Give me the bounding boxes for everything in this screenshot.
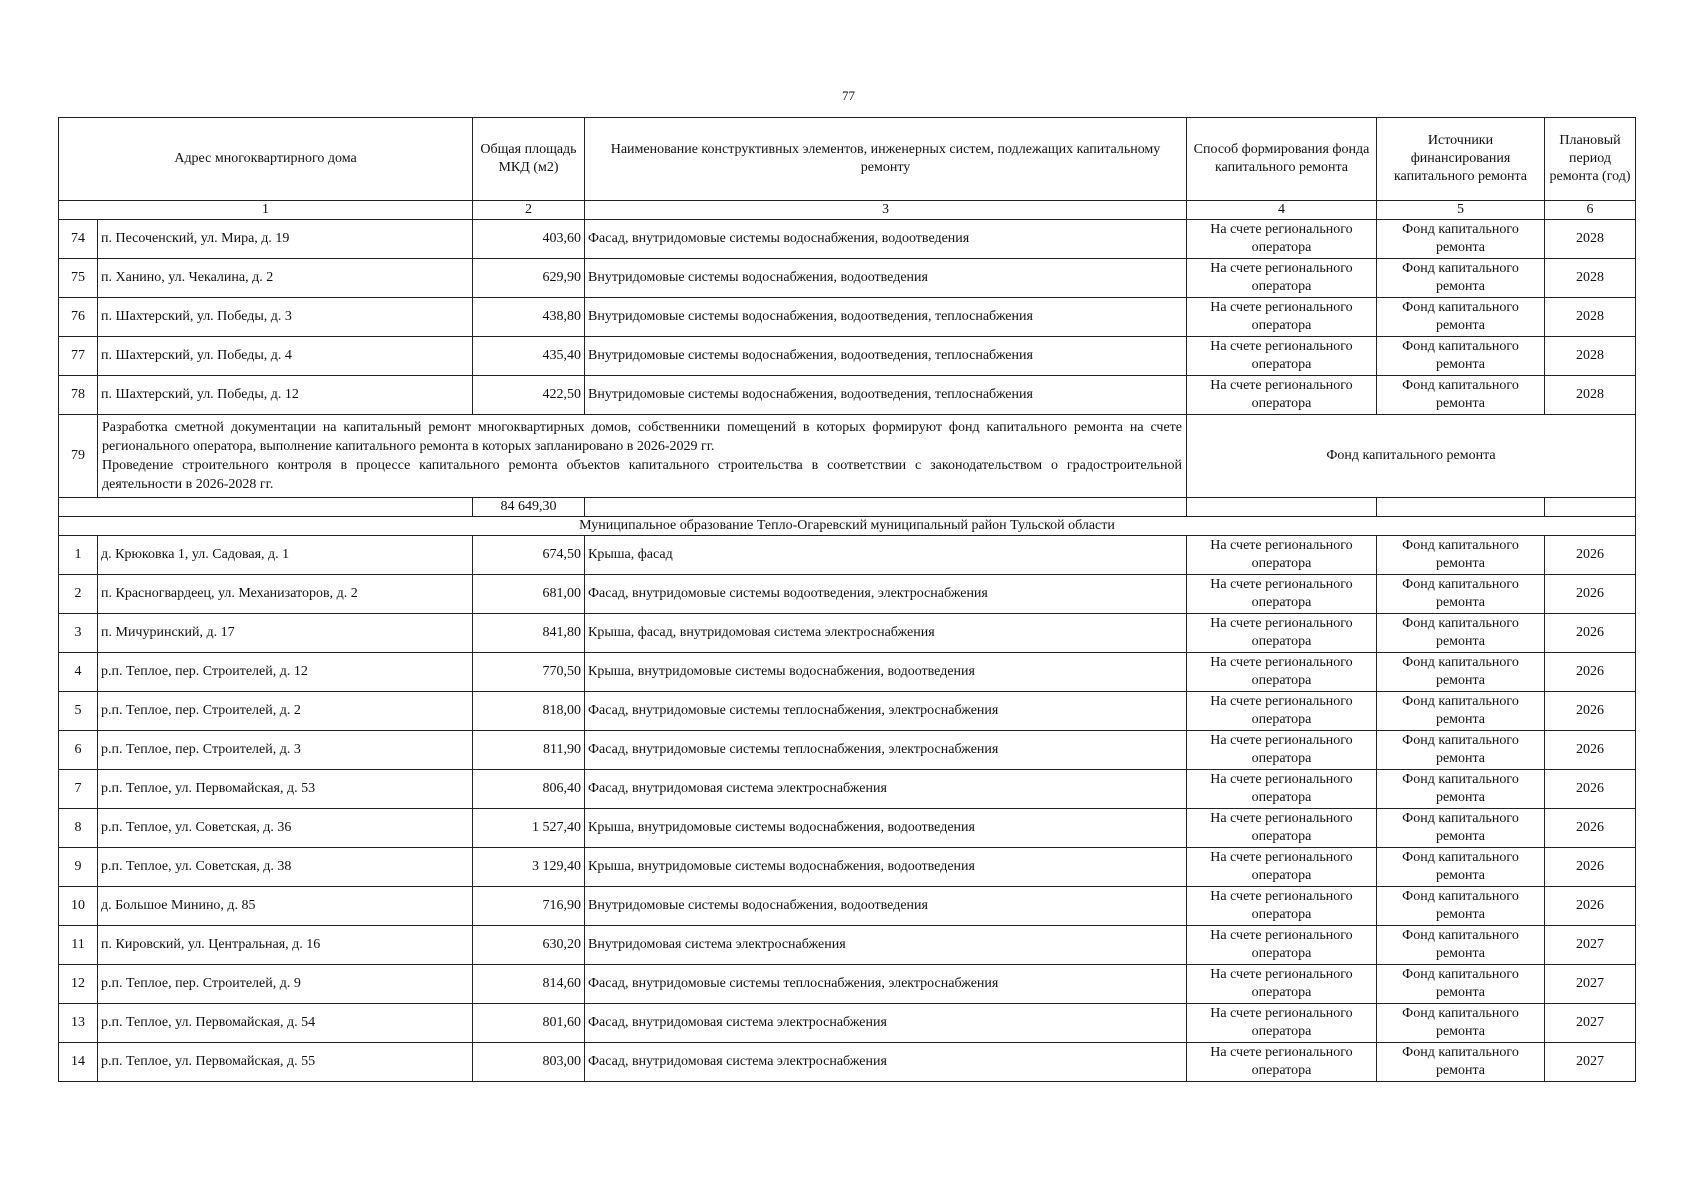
method-cell: На счете регионального оператора xyxy=(1187,376,1377,415)
year-cell: 2026 xyxy=(1545,692,1636,731)
row-number: 5 xyxy=(59,692,98,731)
elements-cell: Фасад, внутридомовые системы теплоснабжения, электроснабжения xyxy=(585,692,1187,731)
row-number: 9 xyxy=(59,848,98,887)
year-cell: 2028 xyxy=(1545,220,1636,259)
method-cell: На счете регионального оператора xyxy=(1187,298,1377,337)
elements-cell: Фасад, внутридомовая система электроснабжения xyxy=(585,770,1187,809)
address-cell: р.п. Теплое, ул. Первомайская, д. 55 xyxy=(98,1043,473,1082)
address-cell: р.п. Теплое, пер. Строителей, д. 2 xyxy=(98,692,473,731)
year-cell: 2026 xyxy=(1545,848,1636,887)
area-cell: 435,40 xyxy=(473,337,585,376)
year-cell: 2026 xyxy=(1545,575,1636,614)
year-cell: 2026 xyxy=(1545,536,1636,575)
method-cell: На счете регионального оператора xyxy=(1187,770,1377,809)
total-area: 84 649,30 xyxy=(473,498,585,517)
source-cell: Фонд капитального ремонта xyxy=(1377,770,1545,809)
method-cell: На счете регионального оператора xyxy=(1187,848,1377,887)
total-label-cell xyxy=(59,498,473,517)
method-cell: На счете регионального оператора xyxy=(1187,809,1377,848)
row-number: 13 xyxy=(59,1004,98,1043)
source-cell: Фонд капитального ремонта xyxy=(1377,926,1545,965)
area-cell: 841,80 xyxy=(473,614,585,653)
source-cell: Фонд капитального ремонта xyxy=(1377,809,1545,848)
table-row xyxy=(59,259,1636,298)
area-cell: 438,80 xyxy=(473,298,585,337)
row-number: 1 xyxy=(59,536,98,575)
elements-cell: Фасад, внутридомовые системы теплоснабжения, электроснабжения xyxy=(585,731,1187,770)
area-cell: 716,90 xyxy=(473,887,585,926)
method-cell: На счете регионального оператора xyxy=(1187,653,1377,692)
table-row xyxy=(59,614,1636,653)
address-cell: р.п. Теплое, ул. Первомайская, д. 53 xyxy=(98,770,473,809)
elements-cell: Фасад, внутридомовая система электроснабжения xyxy=(585,1004,1187,1043)
documentation-row xyxy=(59,415,1636,498)
area-cell: 403,60 xyxy=(473,220,585,259)
documentation-text xyxy=(98,415,1187,498)
table-row xyxy=(59,887,1636,926)
row-number: 12 xyxy=(59,965,98,1004)
documentation-text-paragraph: Разработка сметной документации на капитальный ремонт многоквартирных домов, собственники помещений в которых формируют фонд капитального ремонта на счете регионального оператора, выполнение капитального ремонта в которых запланировано в 2026-2029 гг. xyxy=(102,420,1182,454)
elements-cell: Внутридомовые системы водоснабжения, водоотведения, теплоснабжения xyxy=(585,376,1187,415)
address-cell: д. Большое Минино, д. 85 xyxy=(98,887,473,926)
total-empty-cell xyxy=(585,498,1187,517)
method-cell: На счете регионального оператора xyxy=(1187,1043,1377,1082)
page-number: 77 xyxy=(842,88,855,103)
elements-cell: Фасад, внутридомовые системы водоотведения, электроснабжения xyxy=(585,575,1187,614)
method-cell: На счете регионального оператора xyxy=(1187,926,1377,965)
method-cell: На счете регионального оператора xyxy=(1187,965,1377,1004)
table-row xyxy=(59,536,1636,575)
elements-cell: Крыша, внутридомовые системы водоснабжения, водоотведения xyxy=(585,848,1187,887)
documentation-fund: Фонд капитального ремонта xyxy=(1187,415,1636,498)
total-empty-cell xyxy=(1187,498,1377,517)
address-cell: п. Мичуринский, д. 17 xyxy=(98,614,473,653)
source-cell: Фонд капитального ремонта xyxy=(1377,220,1545,259)
address-cell: д. Крюковка 1, ул. Садовая, д. 1 xyxy=(98,536,473,575)
address-cell: п. Кировский, ул. Центральная, д. 16 xyxy=(98,926,473,965)
area-cell: 3 129,40 xyxy=(473,848,585,887)
row-number: 8 xyxy=(59,809,98,848)
address-cell: п. Ханино, ул. Чекалина, д. 2 xyxy=(98,259,473,298)
method-cell: На счете регионального оператора xyxy=(1187,731,1377,770)
source-cell: Фонд капитального ремонта xyxy=(1377,298,1545,337)
row-number: 7 xyxy=(59,770,98,809)
method-cell: На счете регионального оператора xyxy=(1187,1004,1377,1043)
source-cell: Фонд капитального ремонта xyxy=(1377,692,1545,731)
table-row xyxy=(59,848,1636,887)
documentation-text-paragraph: Проведение строительного контроля в процессе капитального ремонта объектов капитального строительства в соответствии с законодательством о градостроительной деятельности в 2026-2028 гг. xyxy=(102,458,1182,492)
source-cell: Фонд капитального ремонта xyxy=(1377,259,1545,298)
source-cell: Фонд капитального ремонта xyxy=(1377,887,1545,926)
address-cell: р.п. Теплое, пер. Строителей, д. 12 xyxy=(98,653,473,692)
area-cell: 803,00 xyxy=(473,1043,585,1082)
elements-cell: Фасад, внутридомовая система электроснабжения xyxy=(585,1043,1187,1082)
total-empty-cell xyxy=(1377,498,1545,517)
elements-cell: Внутридомовые системы водоснабжения, водоотведения xyxy=(585,887,1187,926)
column-number: 4 xyxy=(1187,201,1377,220)
row-number: 11 xyxy=(59,926,98,965)
year-cell: 2026 xyxy=(1545,614,1636,653)
table-row xyxy=(59,337,1636,376)
row-number: 77 xyxy=(59,337,98,376)
method-cell: На счете регионального оператора xyxy=(1187,575,1377,614)
source-cell: Фонд капитального ремонта xyxy=(1377,731,1545,770)
area-cell: 629,90 xyxy=(473,259,585,298)
source-cell: Фонд капитального ремонта xyxy=(1377,376,1545,415)
table-row xyxy=(59,731,1636,770)
year-cell: 2026 xyxy=(1545,731,1636,770)
year-cell: 2027 xyxy=(1545,1004,1636,1043)
address-cell: п. Красногвардеец, ул. Механизаторов, д. 2 xyxy=(98,575,473,614)
elements-cell: Фасад, внутридомовые системы теплоснабжения, электроснабжения xyxy=(585,965,1187,1004)
row-number: 78 xyxy=(59,376,98,415)
method-cell: На счете регионального оператора xyxy=(1187,887,1377,926)
table-row xyxy=(59,653,1636,692)
table-row xyxy=(59,692,1636,731)
year-cell: 2027 xyxy=(1545,965,1636,1004)
source-cell: Фонд капитального ремонта xyxy=(1377,614,1545,653)
row-number: 75 xyxy=(59,259,98,298)
table-row xyxy=(59,965,1636,1004)
row-number: 4 xyxy=(59,653,98,692)
area-cell: 770,50 xyxy=(473,653,585,692)
area-cell: 422,50 xyxy=(473,376,585,415)
elements-cell: Внутридомовые системы водоснабжения, водоотведения, теплоснабжения xyxy=(585,337,1187,376)
elements-cell: Крыша, фасад xyxy=(585,536,1187,575)
area-cell: 811,90 xyxy=(473,731,585,770)
area-cell: 806,40 xyxy=(473,770,585,809)
row-number: 14 xyxy=(59,1043,98,1082)
method-cell: На счете регионального оператора xyxy=(1187,259,1377,298)
source-cell: Фонд капитального ремонта xyxy=(1377,1043,1545,1082)
address-cell: р.п. Теплое, ул. Первомайская, д. 54 xyxy=(98,1004,473,1043)
year-cell: 2028 xyxy=(1545,298,1636,337)
address-cell: р.п. Теплое, ул. Советская, д. 38 xyxy=(98,848,473,887)
elements-cell: Внутридомовая система электроснабжения xyxy=(585,926,1187,965)
elements-cell: Внутридомовые системы водоснабжения, водоотведения xyxy=(585,259,1187,298)
table-header-row xyxy=(59,118,1636,201)
column-number: 3 xyxy=(585,201,1187,220)
table-row xyxy=(59,575,1636,614)
column-number: 1 xyxy=(59,201,473,220)
year-cell: 2028 xyxy=(1545,337,1636,376)
section-row xyxy=(59,517,1636,536)
area-cell: 674,50 xyxy=(473,536,585,575)
table-row xyxy=(59,926,1636,965)
table-row xyxy=(59,220,1636,259)
source-cell: Фонд капитального ремонта xyxy=(1377,848,1545,887)
column-number: 2 xyxy=(473,201,585,220)
address-cell: п. Шахтерский, ул. Победы, д. 12 xyxy=(98,376,473,415)
year-cell: 2028 xyxy=(1545,376,1636,415)
elements-cell: Крыша, внутридомовые системы водоснабжения, водоотведения xyxy=(585,809,1187,848)
elements-cell: Фасад, внутридомовые системы водоснабжения, водоотведения xyxy=(585,220,1187,259)
elements-cell: Внутридомовые системы водоснабжения, водоотведения, теплоснабжения xyxy=(585,298,1187,337)
row-number: 3 xyxy=(59,614,98,653)
table-row xyxy=(59,809,1636,848)
address-cell: р.п. Теплое, пер. Строителей, д. 9 xyxy=(98,965,473,1004)
row-number: 76 xyxy=(59,298,98,337)
header-method: Способ формирования фонда капитального ремонта xyxy=(1187,118,1377,201)
method-cell: На счете регионального оператора xyxy=(1187,614,1377,653)
table-row xyxy=(59,376,1636,415)
row-number: 79 xyxy=(59,415,98,498)
row-number: 6 xyxy=(59,731,98,770)
year-cell: 2027 xyxy=(1545,1043,1636,1082)
method-cell: На счете регионального оператора xyxy=(1187,692,1377,731)
address-cell: п. Песоченский, ул. Мира, д. 19 xyxy=(98,220,473,259)
area-cell: 1 527,40 xyxy=(473,809,585,848)
year-cell: 2027 xyxy=(1545,926,1636,965)
area-cell: 681,00 xyxy=(473,575,585,614)
year-cell: 2026 xyxy=(1545,653,1636,692)
table-row xyxy=(59,1043,1636,1082)
column-number-row xyxy=(59,201,1636,220)
method-cell: На счете регионального оператора xyxy=(1187,220,1377,259)
year-cell: 2026 xyxy=(1545,809,1636,848)
elements-cell: Крыша, фасад, внутридомовая система электроснабжения xyxy=(585,614,1187,653)
year-cell: 2026 xyxy=(1545,770,1636,809)
header-source: Источники финансирования капитального ремонта xyxy=(1377,118,1545,201)
repair-program-table xyxy=(58,117,1636,1082)
header-area: Общая площадь МКД (м2) xyxy=(473,118,585,201)
address-cell: п. Шахтерский, ул. Победы, д. 4 xyxy=(98,337,473,376)
year-cell: 2028 xyxy=(1545,259,1636,298)
elements-cell: Крыша, внутридомовые системы водоснабжения, водоотведения xyxy=(585,653,1187,692)
column-number: 6 xyxy=(1545,201,1636,220)
source-cell: Фонд капитального ремонта xyxy=(1377,965,1545,1004)
header-year: Плановый период ремонта (год) xyxy=(1545,118,1636,201)
total-row xyxy=(59,498,1636,517)
area-cell: 630,20 xyxy=(473,926,585,965)
source-cell: Фонд капитального ремонта xyxy=(1377,575,1545,614)
area-cell: 818,00 xyxy=(473,692,585,731)
source-cell: Фонд капитального ремонта xyxy=(1377,536,1545,575)
area-cell: 801,60 xyxy=(473,1004,585,1043)
table-row xyxy=(59,770,1636,809)
row-number: 74 xyxy=(59,220,98,259)
area-cell: 814,60 xyxy=(473,965,585,1004)
header-address: Адрес многоквартирного дома xyxy=(59,118,473,201)
table-row xyxy=(59,1004,1636,1043)
row-number: 10 xyxy=(59,887,98,926)
method-cell: На счете регионального оператора xyxy=(1187,536,1377,575)
address-cell: п. Шахтерский, ул. Победы, д. 3 xyxy=(98,298,473,337)
source-cell: Фонд капитального ремонта xyxy=(1377,337,1545,376)
column-number: 5 xyxy=(1377,201,1545,220)
source-cell: Фонд капитального ремонта xyxy=(1377,653,1545,692)
row-number: 2 xyxy=(59,575,98,614)
method-cell: На счете регионального оператора xyxy=(1187,337,1377,376)
year-cell: 2026 xyxy=(1545,887,1636,926)
total-empty-cell xyxy=(1545,498,1636,517)
address-cell: р.п. Теплое, ул. Советская, д. 36 xyxy=(98,809,473,848)
source-cell: Фонд капитального ремонта xyxy=(1377,1004,1545,1043)
table-row xyxy=(59,298,1636,337)
header-elements: Наименование конструктивных элементов, инженерных систем, подлежащих капитальному ремонту xyxy=(585,118,1187,201)
address-cell: р.п. Теплое, пер. Строителей, д. 3 xyxy=(98,731,473,770)
section-title: Муниципальное образование Тепло-Огаревский муниципальный район Тульской области xyxy=(59,517,1636,536)
